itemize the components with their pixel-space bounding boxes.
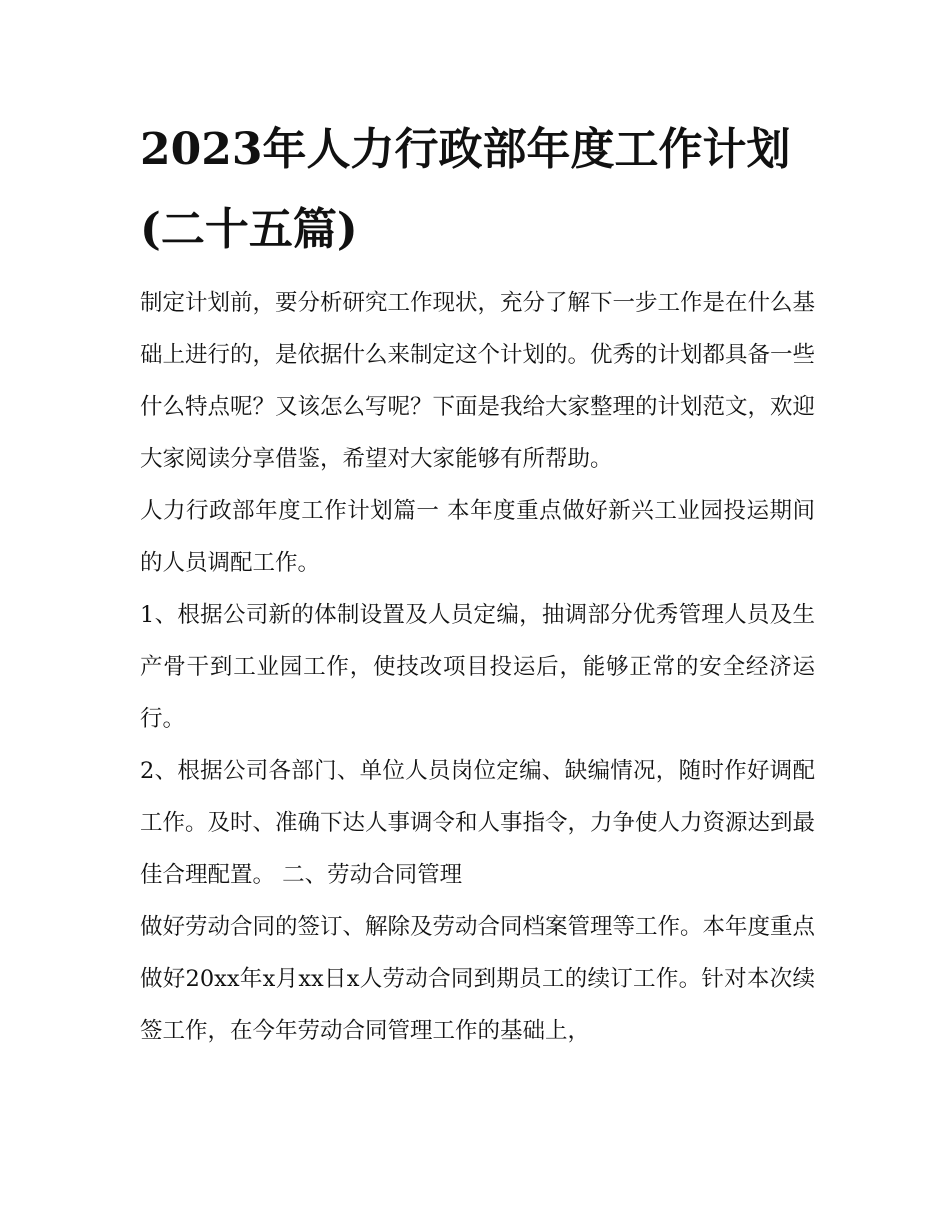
intro-paragraph: 制定计划前，要分析研究工作现状，充分了解下一步工作是在什么基础上进行的，是依据什么来制定这个计划的。优秀的计划都具备一些什么特点呢？又该怎么写呢？下面是我给大家整理的计划范文，欢迎大家阅读分享借鉴，希望对大家能够有所帮助。 bbox=[140, 290, 816, 472]
document-title: 2023年人力行政部年度工作计划(二十五篇) bbox=[140, 124, 791, 255]
labor-contract-paragraph: 做好劳动合同的签订、解除及劳动合同档案管理等工作。本年度重点做好20xx年x月xx日x人劳动合同到期员工的续订工作。针对本次续签工作，在今年劳动合同管理工作的基础上， bbox=[140, 914, 816, 1044]
item-two-paragraph: 2、根据公司各部门、单位人员岗位定编、缺编情况，随时作好调配工作。及时、准确下达人事调令和人事指令，力争使人力资源达到最佳合理配置。 二、劳动合同管理 bbox=[140, 758, 816, 888]
document-page bbox=[140, 110, 815, 1057]
section-one-paragraph: 人力行政部年度工作计划篇一 本年度重点做好新兴工业园投运期间的人员调配工作。 bbox=[140, 498, 815, 576]
item-one-paragraph: 1、根据公司新的体制设置及人员定编，抽调部分优秀管理人员及生产骨干到工业园工作，使技改项目投运后，能够正常的安全经济运行。 bbox=[140, 602, 815, 732]
